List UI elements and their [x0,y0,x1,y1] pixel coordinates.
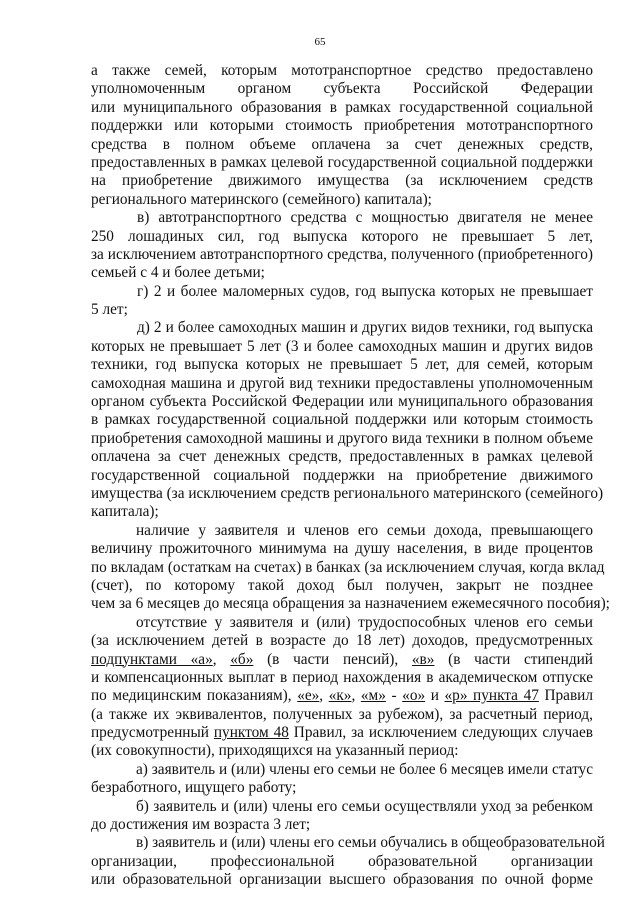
text-line: за исключением автотранспортного средства, полученного (приобретенного) [91,245,593,263]
text-line: отсутствие у заявителя и (или) трудоспособных членов его семьи [136,613,593,631]
cross-reference-link[interactable]: «м» [360,687,386,705]
text-line: на приобретение движимого имущества (за исключением средств [91,172,593,190]
text-line: (счет), по которому такой доход был получен, закрыт не позднее [91,576,593,594]
text-line: предусмотренный пунктом 48 Правил, за исключением следующих случаев [91,724,593,742]
text-line: наличие у заявителя и членов его семьи дохода, превышающего [136,521,593,539]
text-line: которых не превышает 5 лет (3 и более самоходных машин и других видов [91,337,593,355]
text-line: а также семей, которым мототранспортное средство предоставлено [91,62,593,79]
text-line: оплачена за счет денежных средств, предоставленных в рамках целевой [91,448,593,466]
text-line: 5 лет; [91,301,128,319]
text-line: безработного, ищущего работу; [91,779,297,797]
text-line: регионального материнского (семейного) капитала); [91,190,432,208]
text-line: приобретения самоходной машины и другого вида техники в полном объеме [91,429,593,447]
text-line: б) заявитель и (или) члены его семьи осуществляли уход за ребенком [136,797,593,815]
text-line: или образовательной организации высшего образования по очной форме [91,871,593,889]
cross-reference-link[interactable]: «к» [328,687,352,705]
text-line: до достижения им возраста 3 лет; [91,816,311,834]
text-line: самоходная машина и другой вид техники предоставлены уполномоченным [91,374,593,392]
document-body [91,62,610,890]
text-line: в) автотранспортного средства с мощностью двигателя не менее [137,209,593,227]
text-line: по вкладам (остаткам на счетах) в банках (за исключением случая, когда вклад [91,558,605,576]
cross-reference-link[interactable]: пунктом 48 [213,724,289,742]
text-line: 250 лошадиных сил, год выпуска которого не превышает 5 лет, [91,227,593,245]
cross-reference-link[interactable]: «р» пункта 47 [444,687,539,705]
page-number: 65 [314,36,326,48]
text-line: а) заявитель и (или) члены его семьи не более 6 месяцев имели статус [136,760,593,778]
text-line: поддержки или которыми стоимость приобретения мототранспортного [91,117,593,135]
text-line: государственной социальной поддержки на приобретение движимого [91,466,593,484]
text-line: капитала); [91,503,159,521]
cross-reference-link[interactable]: «е» [297,687,320,705]
text-line: предоставленных в рамках целевой государственной социальной поддержки [91,153,593,171]
text-line: техники, год выпуска которых не превышает 5 лет, для семей, которым [91,356,593,374]
text-line: чем за 6 месяцев до месяца обращения за назначением ежемесячного пособия); [91,595,610,613]
text-line: или муниципального образования в рамках государственной социальной [91,98,593,116]
text-line: в) заявитель и (или) члены его семьи обучались в общеобразовательной [136,834,605,852]
cross-reference-link[interactable]: подпунктами «а» [91,650,213,668]
text-line: в рамках государственной социальной поддержки или которым стоимость [91,411,593,429]
text-line: и компенсационных выплат в период нахождения в академическом отпуске [91,668,593,686]
text-line: величину прожиточного минимума на душу населения, в виде процентов [91,540,593,558]
text-line: средства в полном объеме оплачена за счет денежных средств, [91,135,593,153]
text-line: имущества (за исключением средств регионального материнского (семейного) [91,484,604,502]
cross-reference-link[interactable]: «б» [230,650,254,668]
text-line: семьей с 4 и более детьми; [91,264,265,282]
text-line: подпунктами «а», «б» (в части пенсий), «в» (в части стипендий [91,650,593,668]
cross-reference-link[interactable]: «о» [402,687,426,705]
text-line: органом субъекта Российской Федерации или муниципального образования [91,393,593,411]
text-line: д) 2 и более самоходных машин и других видов техники, год выпуска [137,319,593,337]
text-line: по медицинским показаниям), «е», «к», «м» - «о» и «р» пункта 47 Правил [91,687,594,705]
text-line: организации, профессиональной образовательной организации [91,852,593,870]
text-line: (за исключением детей в возрасте до 18 лет) доходов, предусмотренных [91,632,593,650]
text-line: уполномоченным органом субъекта Российской Федерации [91,80,593,98]
text-line: (а также их эквивалентов, полученных за рубежом), за расчетный период, [91,705,593,723]
text-line: (их совокупности), приходящихся на указанный период: [91,742,459,760]
text-line: г) 2 и более маломерных судов, год выпуска которых не превышает [137,282,593,300]
cross-reference-link[interactable]: «в» [411,650,435,668]
